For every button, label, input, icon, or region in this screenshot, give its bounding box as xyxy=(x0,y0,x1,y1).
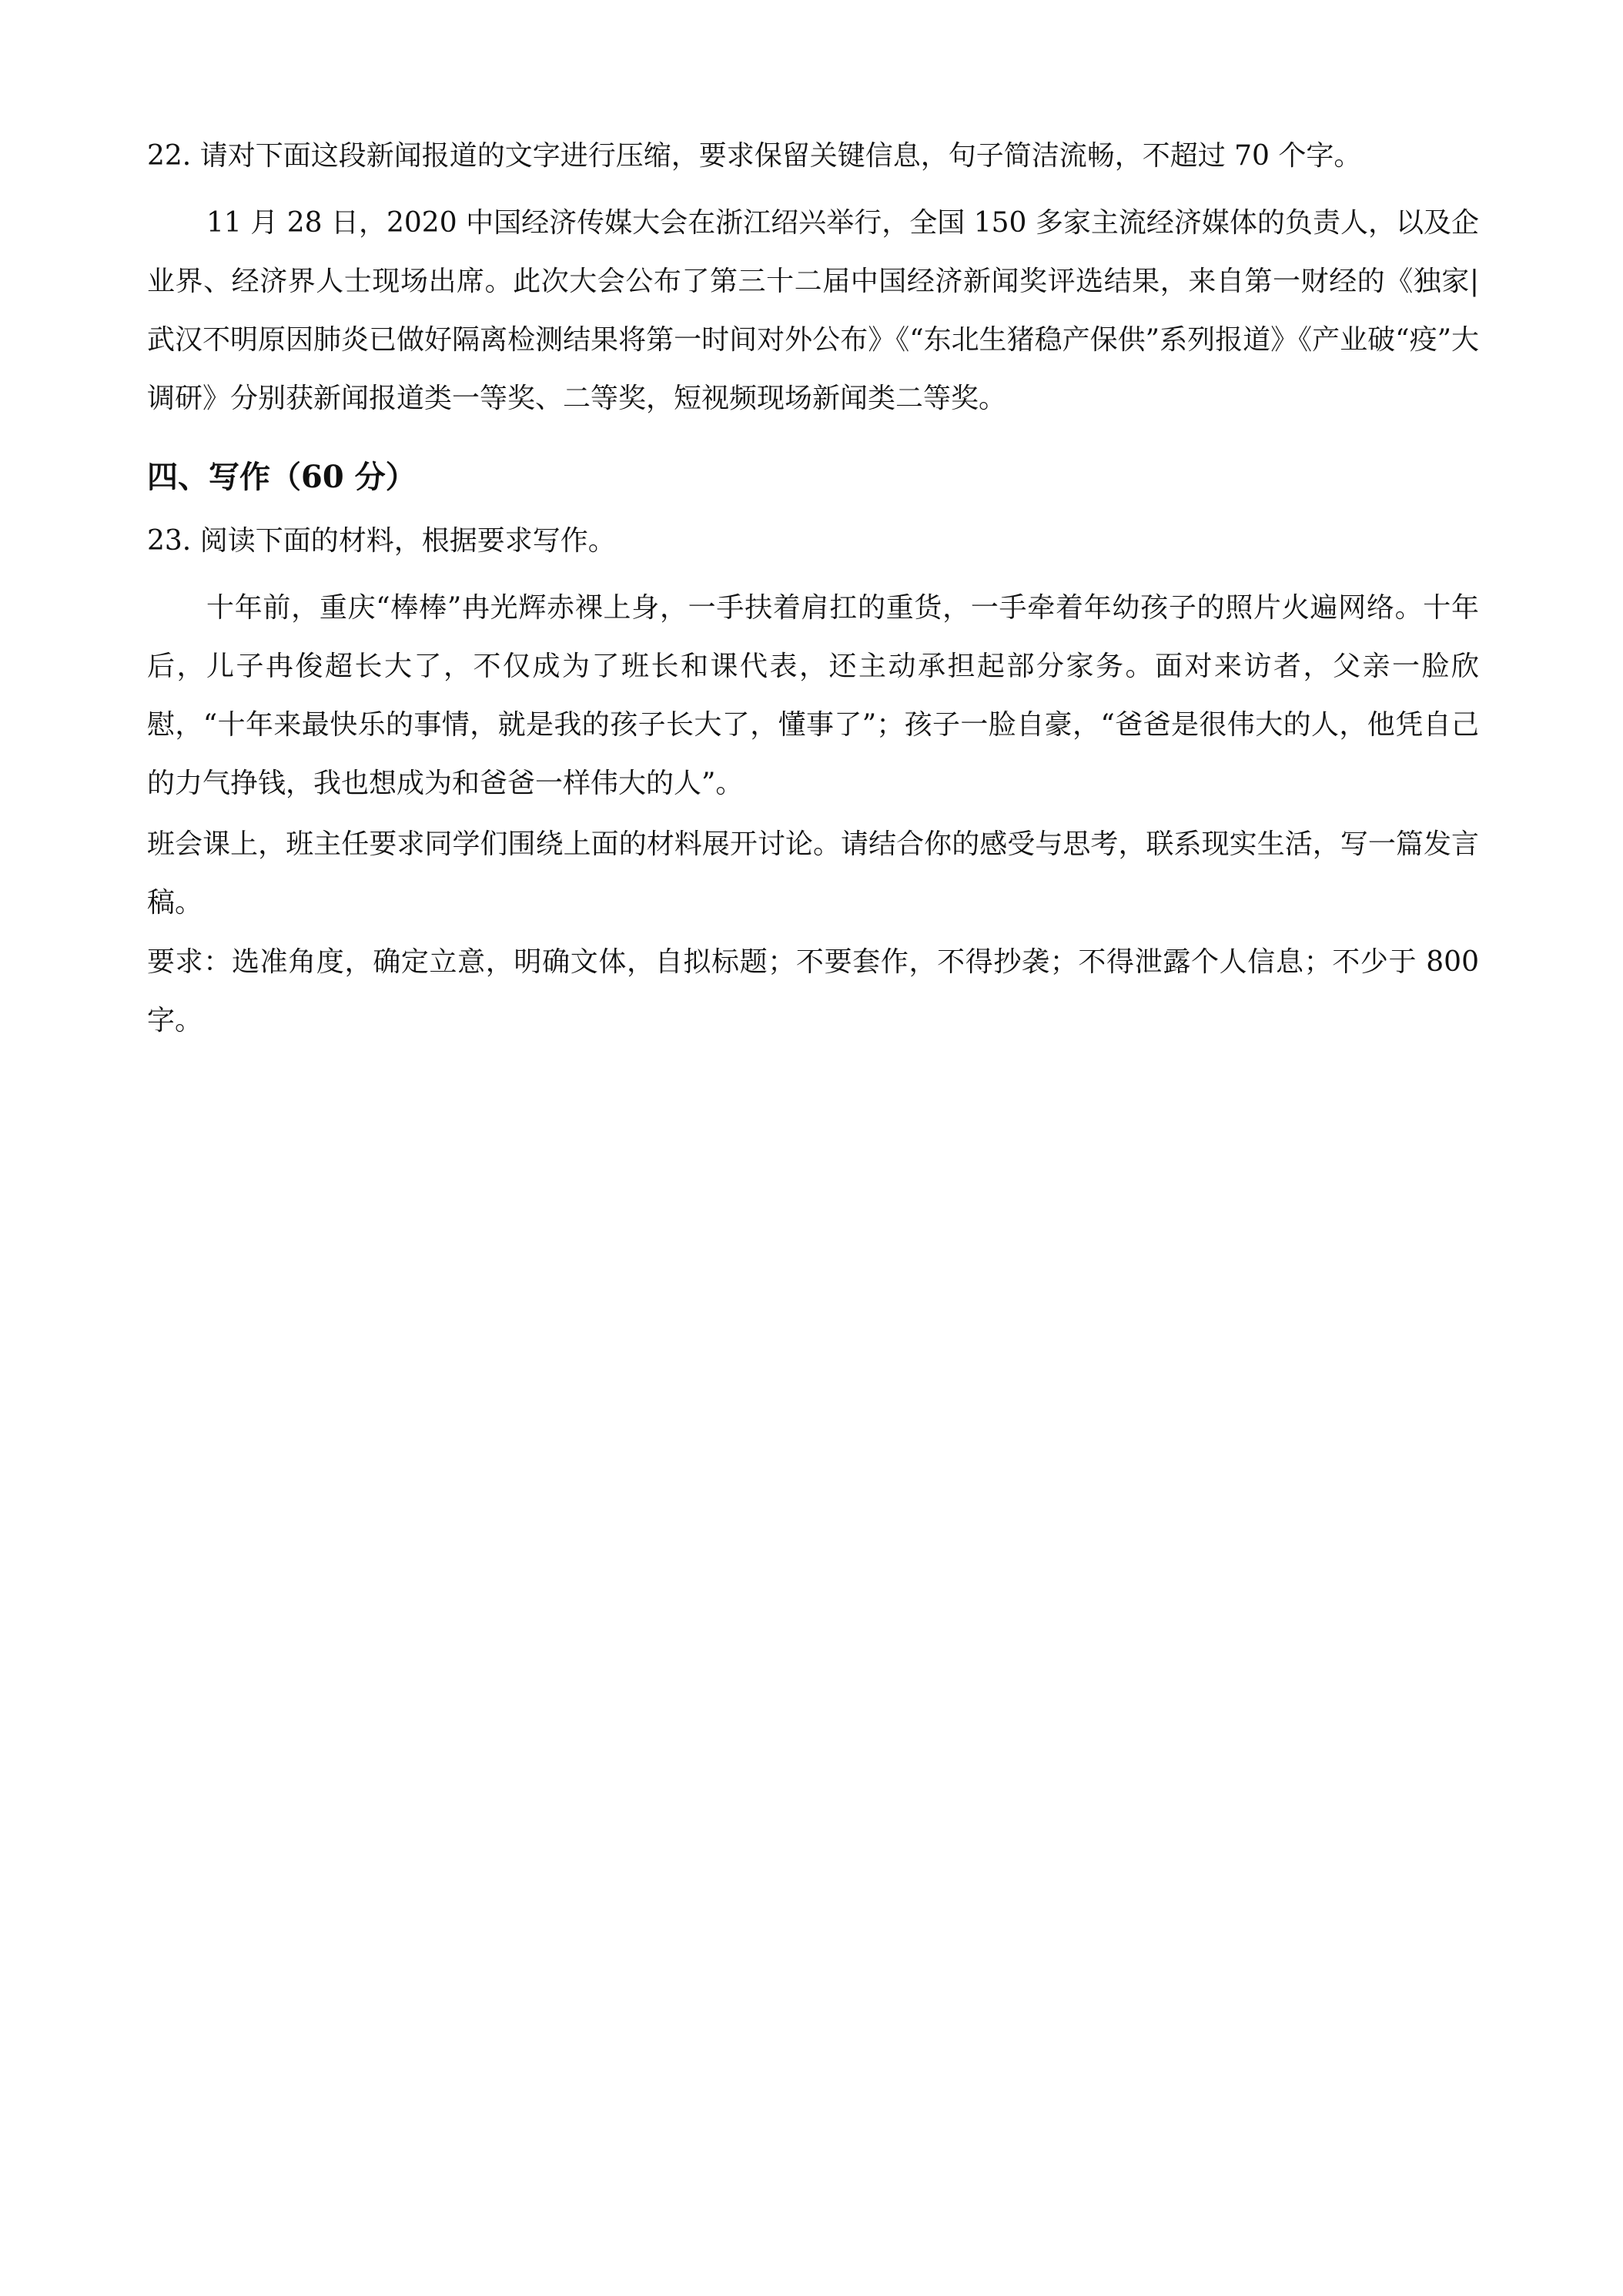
question-23-requirements: 要求：选准角度，确定立意，明确文体，自拟标题；不要套作，不得抄袭；不得泄露个人信息；不少于 800 字。 xyxy=(147,946,1479,1036)
question-22-passage: 11 月 28 日，2020 中国经济传媒大会在浙江绍兴举行，全国 150 多家主流经济媒体的负责人，以及企业界、经济界人士现场出席。此次大会公布了第三十二届中国经济新闻奖评选结果，来自第一财经的《独家|武汉不明原因肺炎已做好隔离检测结果将第一时间对外公布》《“东北生猪稳产保供”系列报道》《产业破“疫”大调研》分别获新闻报道类一等奖、二等奖，短视频现场新闻类二等奖。 xyxy=(147,207,1479,414)
question-23-prompt: 23. 阅读下面的材料，根据要求写作。 xyxy=(147,525,616,557)
question-23-task: 班会课上，班主任要求同学们围绕上面的材料展开讨论。请结合你的感受与思考，联系现实生活，写一篇发言稿。 xyxy=(147,828,1479,919)
question-23-material: 十年前，重庆“棒棒”冉光辉赤裸上身，一手扶着肩扛的重货，一手牵着年幼孩子的照片火遍网络。十年后，儿子冉俊超长大了，不仅成为了班长和课代表，还主动承担起部分家务。面对来访者，父亲一脸欣慰，“十年来最快乐的事情，就是我的孩子长大了，懂事了”；孩子一脸自豪，“爸爸是很伟大的人，他凭自己的力气挣钱，我也想成为和爸爸一样伟大的人”。 xyxy=(147,592,1479,799)
section-heading-writing: 四、写作（60 分） xyxy=(147,459,417,495)
question-22-prompt: 22. 请对下面这段新闻报道的文字进行压缩，要求保留关键信息，句子简洁流畅，不超过 70 个字。 xyxy=(147,140,1362,172)
